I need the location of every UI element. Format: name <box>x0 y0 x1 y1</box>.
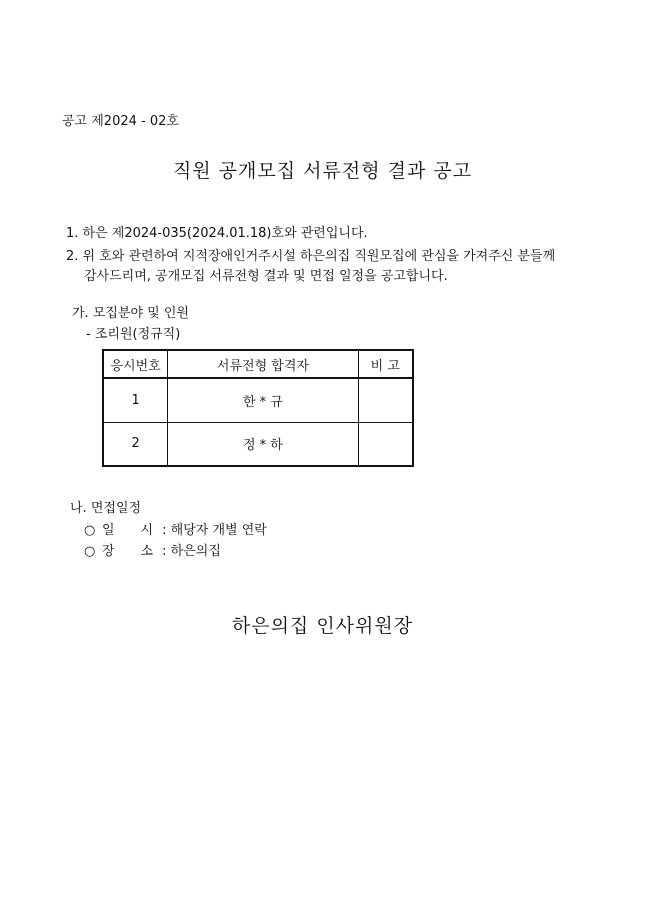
cell-remarks <box>358 422 413 466</box>
schedule-item-date <box>84 519 267 538</box>
signature-line: 하은의집 인사위원장 <box>231 615 414 637</box>
section-a-heading: 가. 모집분야 및 인원 <box>72 306 189 321</box>
header-applicant-number: 응시번호 <box>103 350 168 378</box>
table-row <box>103 422 413 466</box>
table-header-row <box>103 350 413 378</box>
schedule-label: 일 시 <box>102 523 154 538</box>
schedule-separator: : <box>162 544 167 559</box>
result-table <box>102 349 414 467</box>
cell-applicant-number: 2 <box>103 422 168 466</box>
document-title: 직원 공개모집 서류전형 결과 공고 <box>172 160 473 182</box>
cell-applicant-name: 정 * 하 <box>168 422 358 466</box>
cell-applicant-number: 1 <box>103 378 168 422</box>
notice-number: 공고 제2024 - 02호 <box>62 114 179 129</box>
paragraph-2-line-2: 감사드리며, 공개모집 서류전형 결과 및 면접 일정을 공고합니다. <box>84 269 448 284</box>
cell-remarks <box>358 378 413 422</box>
paragraph-1: 1. 하은 제2024-035(2024.01.18)호와 관련입니다. <box>66 226 368 241</box>
schedule-value: 하은의집 <box>170 544 221 559</box>
schedule-value: 해당자 개별 연락 <box>170 523 267 538</box>
schedule-label: 장 소 <box>102 544 154 559</box>
paragraph-2-line-1: 2. 위 호와 관련하여 지적장애인거주시설 하은의집 직원모집에 관심을 가져주신 분들께 <box>66 249 556 264</box>
table-row <box>103 378 413 422</box>
section-b-heading: 나. 면접일정 <box>70 501 142 516</box>
schedule-separator: : <box>162 523 167 538</box>
circle-bullet-icon: ○ <box>84 544 96 559</box>
cell-applicant-name: 한 * 규 <box>168 378 358 422</box>
schedule-item-place <box>84 540 221 559</box>
circle-bullet-icon: ○ <box>84 523 96 538</box>
header-passed-applicant: 서류전형 합격자 <box>168 350 358 378</box>
header-remarks: 비 고 <box>358 350 413 378</box>
section-a-subheading: - 조리원(정규직) <box>86 327 181 342</box>
